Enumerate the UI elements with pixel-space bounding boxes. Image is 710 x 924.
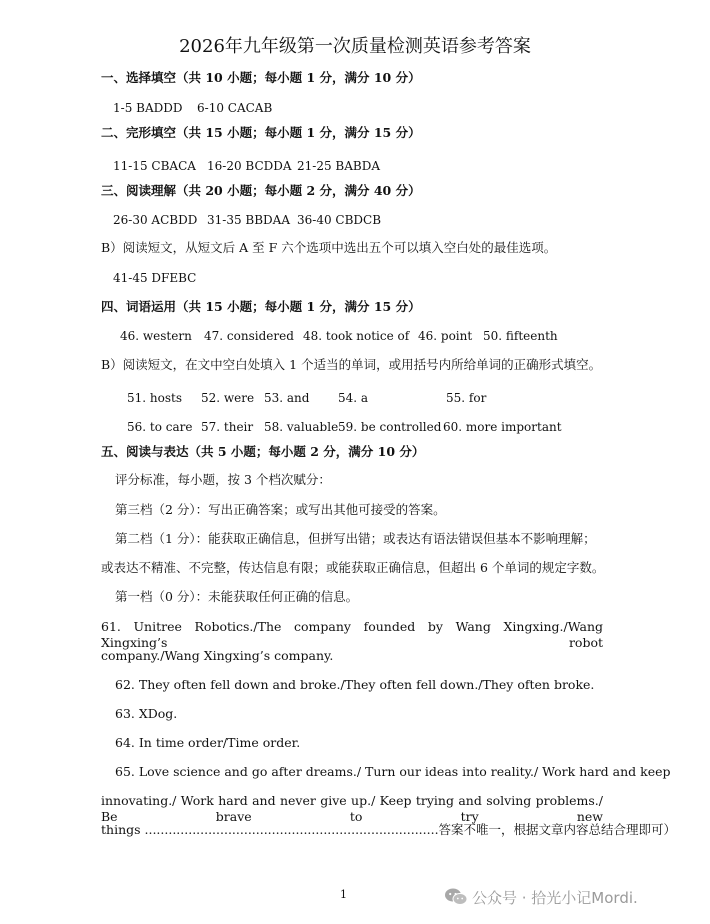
- page-number: 1: [340, 888, 347, 901]
- section-1-heading: 一、选择填空（共 10 小题；每小题 1 分，满分 10 分）: [101, 70, 421, 85]
- answer-63: 63. XDog.: [115, 706, 178, 721]
- answer-group: 21-25 BABDA: [297, 159, 380, 173]
- section-3-heading: 三、阅读理解（共 20 小题；每小题 2 分，满分 40 分）: [101, 183, 421, 198]
- answer-61: 61. Unitree Robotics./The company founded by Wang Xingxing./Wang Xingxing’s robot: [101, 619, 603, 650]
- section-4-heading: 四、词语运用（共 15 小题；每小题 1 分，满分 15 分）: [101, 299, 421, 314]
- answer-62: 62. They often fell down and broke./They often fell down./They often broke.: [115, 677, 595, 692]
- section-5-heading: 五、阅读与表达（共 5 小题；每小题 2 分，满分 10 分）: [101, 444, 425, 459]
- answer-65-cont: innovating./ Work hard and never give up./ Keep trying and solving problems./ Be brave to try new: [101, 793, 603, 824]
- answer-item: 46. western: [120, 329, 192, 343]
- answer-item: 55. for: [446, 391, 487, 405]
- answer-item: 60. more important: [443, 420, 562, 434]
- answer-item: 46. point: [418, 329, 473, 343]
- section-2-heading: 二、完形填空（共 15 小题；每小题 1 分，满分 15 分）: [101, 125, 421, 140]
- watermark: [444, 886, 706, 910]
- answer-group: 11-15 CBACA: [113, 159, 196, 173]
- grading-tier-1: 第一档（0 分）：未能获取任何正确的信息。: [115, 589, 359, 604]
- watermark-text: 公众号 · 拾光小记Mordi.: [472, 889, 638, 907]
- grading-tier-2: 第二档（1 分）：能获取正确信息，但拼写出错；或表达有语法错误但基本不影响理解；: [115, 531, 596, 546]
- answer-group: 16-20 BCDDA: [207, 159, 292, 173]
- answer-item: 59. be controlled: [338, 420, 442, 434]
- answer-61-cont: company./Wang Xingxing’s company.: [101, 648, 334, 663]
- answer-item: 54. a: [338, 391, 369, 405]
- answer-item: 50. fifteenth: [483, 329, 558, 343]
- answer-group: 1-5 BADDD: [113, 101, 183, 115]
- section-4b-instruction: B）阅读短文，在文中空白处填入 1 个适当的单词，或用括号内所给单词的正确形式填空。: [101, 357, 602, 372]
- answer-group: 26-30 ACBDD: [113, 213, 198, 227]
- answer-item: 51. hosts: [127, 391, 182, 405]
- wechat-icon: [444, 887, 468, 907]
- answer-item: 56. to care: [127, 420, 193, 434]
- grading-tier-2-cont: 或表达不精准、不完整，传达信息有限；或能获取正确信息，但超出 6 个单词的规定字数。: [101, 560, 605, 575]
- answer-item: 48. took notice of: [303, 329, 410, 343]
- answer-group: 31-35 BBDAA: [207, 213, 290, 227]
- answer-item: 47. considered: [204, 329, 294, 343]
- answer-64: 64. In time order/Time order.: [115, 735, 301, 750]
- page-title: 2026年九年级第一次质量检测英语参考答案: [179, 36, 531, 57]
- answer-item: 52. were: [201, 391, 255, 405]
- answer-65-cont-2: things ..........................................................................答案不唯一，根据文章内容总结合理即可）: [101, 822, 677, 837]
- grading-standard: 评分标准，每小题，按 3 个档次赋分：: [115, 472, 331, 487]
- section-3b-answers: 41-45 DFEBC: [113, 271, 197, 285]
- section-3b-instruction: B）阅读短文，从短文后 A 至 F 六个选项中选出五个可以填入空白处的最佳选项。: [101, 240, 557, 255]
- grading-tier-3: 第三档（2 分）：写出正确答案；或写出其他可接受的答案。: [115, 502, 446, 517]
- answer-group: 36-40 CBDCB: [297, 213, 382, 227]
- answer-group: 6-10 CACAB: [197, 101, 273, 115]
- answer-item: 53. and: [264, 391, 310, 405]
- answer-item: 58. valuable: [264, 420, 339, 434]
- answer-65: 65. Love science and go after dreams./ Turn our ideas into reality./ Work hard and keep: [115, 764, 671, 779]
- answer-item: 57. their: [201, 420, 254, 434]
